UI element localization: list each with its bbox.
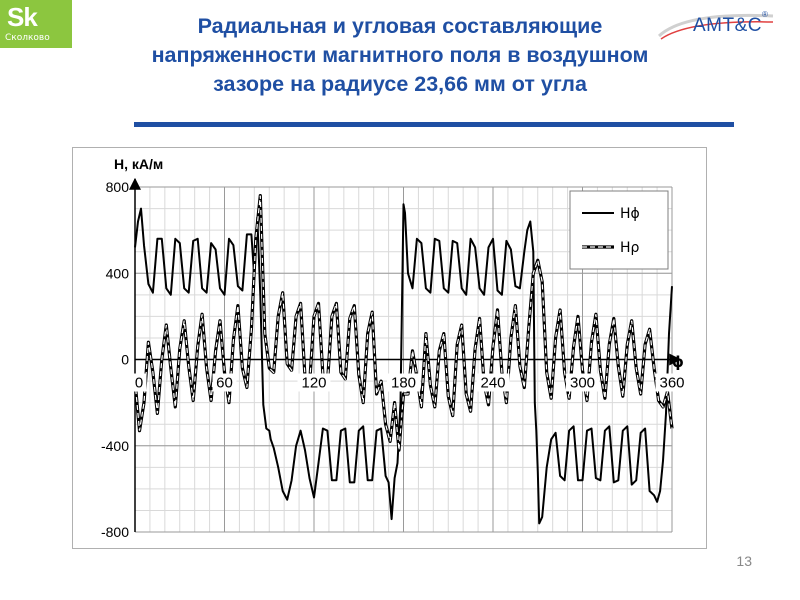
y-tick-labels — [101, 179, 129, 540]
legend-box — [570, 191, 668, 269]
skolkovo-logo-mark: Sk — [7, 2, 37, 32]
legend-label-h-phi: Hϕ — [620, 206, 640, 222]
chart-legend — [570, 191, 668, 269]
amtc-logo-registered-mark: ® — [762, 10, 768, 19]
x-tick-label: 300 — [569, 374, 596, 392]
x-tick-label: 360 — [659, 374, 685, 392]
x-tick-label: 240 — [480, 374, 506, 392]
x-tick-label: 180 — [390, 374, 417, 392]
field-strength-chart — [72, 147, 705, 547]
y-tick-label: -800 — [100, 524, 129, 540]
y-axis-label: H, кА/м — [114, 156, 164, 172]
y-tick-label: 0 — [121, 351, 129, 368]
slide-title-line-2: напряженности магнитного поля в воздушном — [151, 43, 649, 67]
x-axis-label: ϕ — [672, 353, 684, 371]
y-tick-label: -400 — [100, 437, 129, 454]
x-tick-label: 120 — [301, 374, 327, 392]
slide-title-line-3: зазоре на радиусе 23,66 мм от угла — [213, 72, 587, 96]
y-tick-label: 400 — [105, 265, 129, 282]
legend-label-h-rho: Hρ — [620, 240, 640, 256]
x-tick-label: 60 — [216, 374, 233, 392]
skolkovo-logo-name: Сколково — [5, 33, 50, 43]
x-tick-label: 0 — [134, 374, 144, 392]
title-underline-rule — [134, 122, 734, 127]
slide-title-line-1: Радиальная и угловая составляющие — [197, 14, 603, 38]
amtc-logo-text: AMT&C — [693, 15, 762, 36]
page-number: 13 — [736, 553, 752, 569]
slide-title — [60, 12, 740, 99]
y-tick-label: 800 — [105, 179, 129, 195]
